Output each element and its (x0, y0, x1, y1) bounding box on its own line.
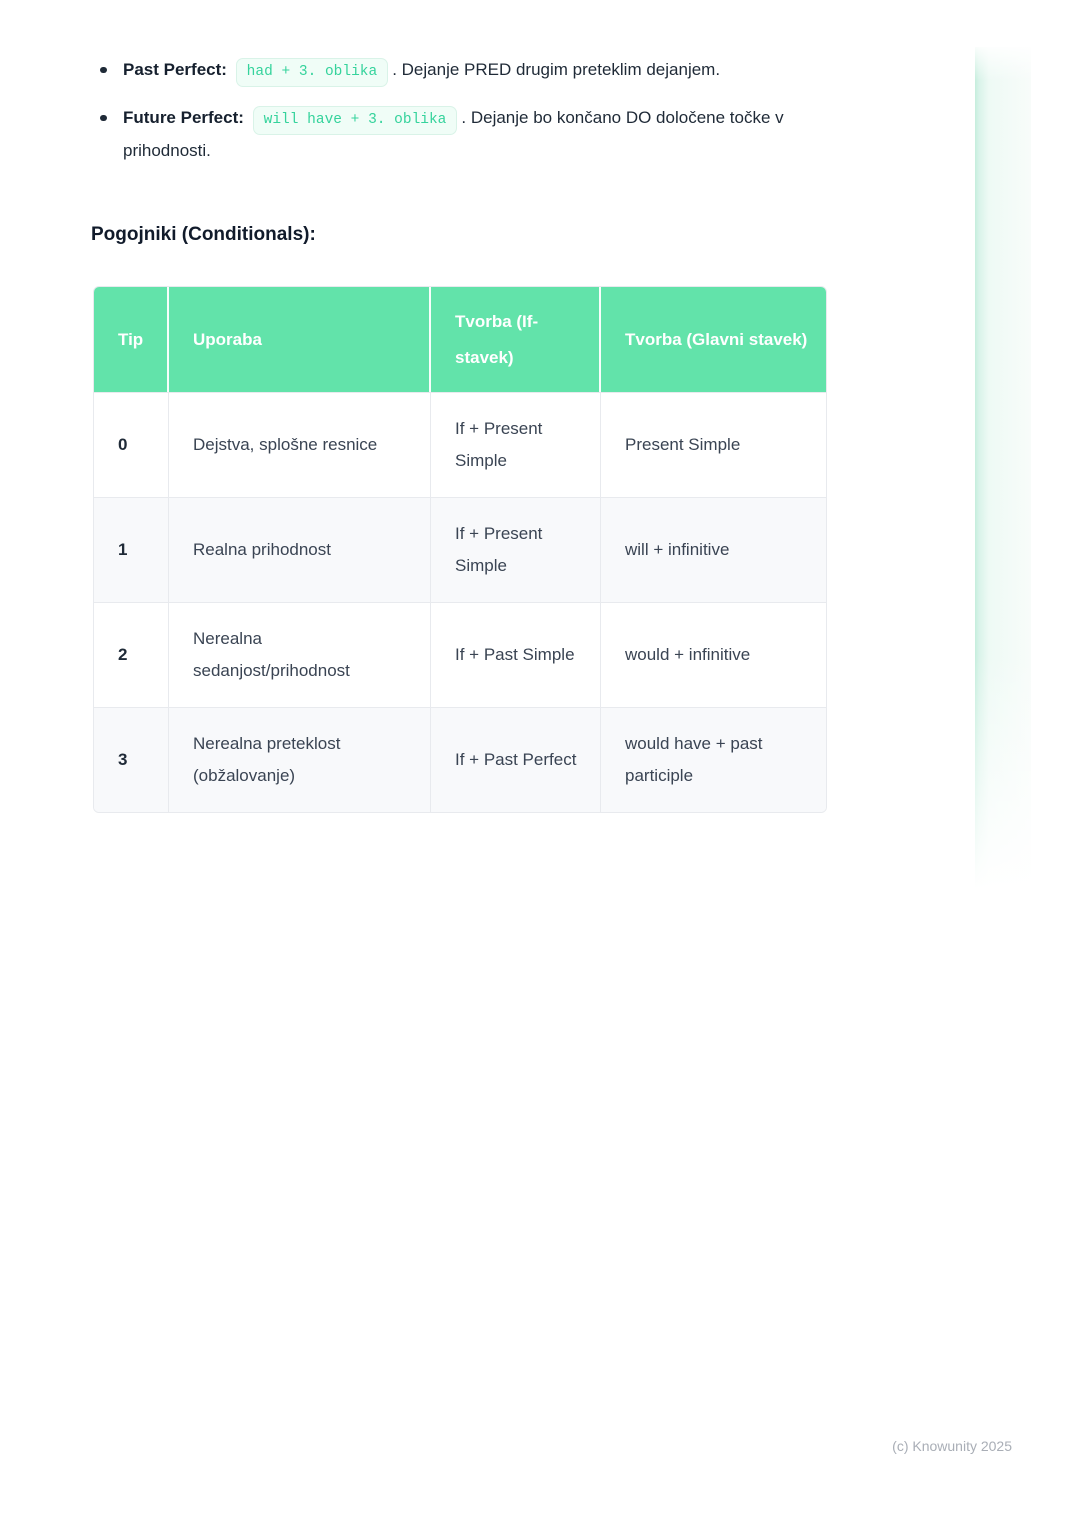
column-header: Tvorba (If-stavek) (431, 287, 601, 392)
table-cell-uporaba: Nerealna sedanjost/prihodnost (169, 602, 431, 707)
table-cell-if-stavek: If + Present Simple (431, 497, 601, 602)
decorative-gradient-bar (975, 47, 1031, 889)
table-cell-tip: 0 (94, 392, 169, 497)
table-row (94, 602, 826, 707)
table-body (94, 392, 826, 812)
table-cell-uporaba: Realna prihodnost (169, 497, 431, 602)
term-description: . Dejanje bo končano DO določene točke v prihodnosti. (123, 108, 784, 160)
bullet-icon (100, 115, 107, 122)
conditionals-table (93, 286, 827, 813)
term-description: . Dejanje PRED drugim preteklim dejanjem. (392, 60, 721, 79)
table-row (94, 497, 826, 602)
table-cell-if-stavek: If + Past Perfect (431, 707, 601, 812)
code-chip: had + 3. oblika (236, 58, 389, 87)
table-cell-glavni-stavek: would have + past participle (601, 707, 826, 812)
table-cell-glavni-stavek: will + infinitive (601, 497, 826, 602)
table-cell-uporaba: Nerealna preteklost (obžalovanje) (169, 707, 431, 812)
list-item (91, 54, 786, 87)
code-chip: will have + 3. oblika (253, 106, 458, 135)
bullet-icon (100, 67, 107, 74)
section-heading: Pogojniki (Conditionals): (91, 224, 316, 245)
table-cell-glavni-stavek: would + infinitive (601, 602, 826, 707)
table-cell-tip: 3 (94, 707, 169, 812)
table-cell-glavni-stavek: Present Simple (601, 392, 826, 497)
table-cell-if-stavek: If + Present Simple (431, 392, 601, 497)
copyright-note: (c) Knowunity 2025 (892, 1438, 1012, 1454)
table-header-row (94, 287, 826, 392)
column-header: Tip (94, 287, 169, 392)
table-cell-uporaba: Dejstva, splošne resnice (169, 392, 431, 497)
table-cell-if-stavek: If + Past Simple (431, 602, 601, 707)
column-header: Uporaba (169, 287, 431, 392)
term-label: Past Perfect: (123, 60, 227, 79)
list-item (91, 102, 786, 166)
table-cell-tip: 1 (94, 497, 169, 602)
table-row (94, 707, 826, 812)
table-cell-tip: 2 (94, 602, 169, 707)
term-label: Future Perfect: (123, 108, 244, 127)
column-header: Tvorba (Glavni stavek) (625, 329, 808, 349)
bullet-list (91, 54, 786, 181)
table-row (94, 392, 826, 497)
